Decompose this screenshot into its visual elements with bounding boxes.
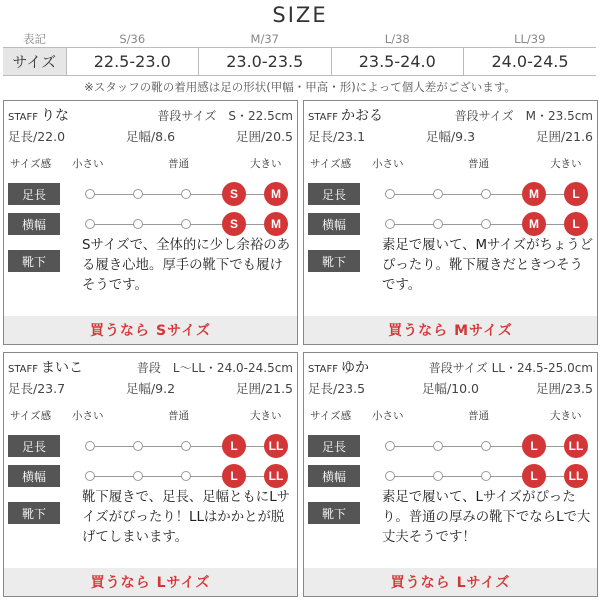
scale-small-label: 小さい (72, 410, 104, 422)
scale-big-label: 大きい (550, 158, 582, 170)
staff-card-2 (3, 352, 298, 597)
scale-dot (133, 219, 143, 229)
usual-size: 普段サイズ LL・24.5-25.0cm (428, 361, 593, 375)
size-range-cell: 24.0-24.5 (464, 48, 597, 76)
scale-dot (181, 471, 191, 481)
staff-name: りな (41, 108, 70, 124)
staff-tag: STAFF (308, 112, 339, 123)
size-mark: S (222, 182, 246, 206)
scale-dot (433, 471, 443, 481)
scale-dot (481, 471, 491, 481)
staff-comment: 素足で履いて、Lサイズがぴったり。普通の厚みの靴下でならLで大丈夫そうです！ (382, 490, 591, 545)
staff-header (8, 105, 293, 122)
verdict-bar (304, 568, 597, 596)
scale-dot (385, 441, 395, 451)
scale-small-label: 小さい (372, 158, 404, 170)
scale-normal-label: 普通 (168, 158, 189, 170)
staff-comment: 靴下履きで、足長、足幅ともにLサイズがぴったり！LLはかかとが脱げてしまいます。 (82, 490, 291, 545)
scale-header (4, 408, 297, 422)
foot-measurement: 足長/22.0 (8, 129, 66, 144)
scale-big-label: 大きい (250, 410, 282, 422)
size-range-cell: 23.0-23.5 (199, 48, 332, 76)
size-table-header-row (3, 31, 596, 48)
scale-dot (133, 441, 143, 451)
size-mark: L (522, 434, 546, 458)
size-mark: L (222, 434, 246, 458)
staff-name: まいこ (41, 360, 84, 376)
size-col-label: LL/39 (514, 32, 546, 46)
verdict-bar (4, 568, 297, 596)
scale-small-label: 小さい (72, 158, 104, 170)
verdict-bar (304, 316, 597, 344)
row-label-length: 足長 (308, 435, 360, 457)
staff-card-3 (303, 352, 598, 597)
scale-dot (385, 471, 395, 481)
size-mark: L (564, 182, 588, 206)
foot-measurement: 足長/23.5 (308, 381, 366, 396)
foot-measurements (8, 379, 293, 395)
staff-card-0 (3, 100, 298, 345)
row-label-length: 足長 (8, 435, 60, 457)
scale-header (304, 408, 597, 422)
size-row-label: サイズ (3, 48, 66, 76)
foot-measurement: 足囲/21.6 (535, 129, 593, 144)
size-table-value-row (3, 48, 596, 76)
size-table (3, 31, 596, 76)
verdict-size: Mサイズ (454, 323, 513, 339)
staff-header (8, 357, 293, 374)
usual-size: 普段 L〜LL・24.0-24.5cm (136, 361, 293, 375)
scale-dot (481, 219, 491, 229)
foot-measurement: 足囲/21.5 (235, 381, 293, 396)
scale-dot (181, 189, 191, 199)
scale-dot (433, 441, 443, 451)
scale-dot (181, 219, 191, 229)
scale-normal-label: 普通 (468, 410, 489, 422)
foot-measurements (308, 379, 593, 395)
foot-measurement: 足幅/10.0 (421, 381, 480, 396)
verdict-size: Lサイズ (456, 575, 511, 591)
verdict-size: Lサイズ (156, 575, 211, 591)
size-col-label: L/38 (384, 32, 410, 46)
foot-measurement: 足囲/20.5 (235, 129, 293, 144)
row-label-socks: 靴下 (308, 502, 360, 524)
verdict-prefix: 買うなら (388, 323, 449, 339)
scale-feel-label: サイズ感 (310, 158, 352, 170)
size-mark: LL (264, 434, 288, 458)
size-range-cell: 22.5-23.0 (66, 48, 199, 76)
staff-header (308, 105, 593, 122)
scale-dot (85, 471, 95, 481)
size-mark: L (564, 212, 588, 236)
scale-dot (133, 189, 143, 199)
foot-measurement: 足長/23.1 (308, 129, 366, 144)
size-mark: LL (264, 464, 288, 488)
scale-big-label: 大きい (550, 410, 582, 422)
size-mark: L (522, 464, 546, 488)
scale-dot (433, 219, 443, 229)
scale-dot (85, 441, 95, 451)
size-mark: LL (564, 464, 588, 488)
size-mark: L (222, 464, 246, 488)
usual-size: 普段サイズ M・23.5cm (454, 109, 593, 123)
staff-tag: STAFF (308, 364, 339, 375)
verdict-prefix: 買うなら (90, 323, 151, 339)
verdict-size: Sサイズ (156, 323, 211, 339)
scale-dot (385, 189, 395, 199)
verdict-bar (4, 316, 297, 344)
scale-big-label: 大きい (250, 158, 282, 170)
staff-name: かおる (341, 108, 384, 124)
scale-feel-label: サイズ感 (310, 410, 352, 422)
size-mark: M (522, 182, 546, 206)
staff-header (308, 357, 593, 374)
scale-dot (85, 189, 95, 199)
row-label-width: 横幅 (8, 213, 60, 235)
scale-header (304, 156, 597, 170)
verdict-prefix: 買うなら (390, 575, 451, 591)
scale-dot (481, 441, 491, 451)
size-header-label: 表記 (23, 32, 46, 46)
size-mark: M (522, 212, 546, 236)
verdict-prefix: 買うなら (90, 575, 151, 591)
staff-tag: STAFF (8, 364, 39, 375)
foot-measurements (308, 127, 593, 143)
scale-dot (481, 189, 491, 199)
scale-dot (181, 441, 191, 451)
size-col-label: M/37 (250, 32, 279, 46)
page-title: SIZE (272, 3, 328, 27)
row-label-socks: 靴下 (8, 502, 60, 524)
foot-measurement: 足長/23.7 (8, 381, 66, 396)
scale-normal-label: 普通 (468, 158, 489, 170)
foot-measurement: 足囲/23.5 (535, 381, 593, 396)
foot-measurements (8, 127, 293, 143)
scale-dot (133, 471, 143, 481)
staff-fit-note: ※スタッフの靴の着用感は足の形状(甲幅・甲高・形)によって個人差がございます。 (84, 80, 516, 94)
row-label-length: 足長 (308, 183, 360, 205)
size-col-label: S/36 (119, 32, 146, 46)
row-label-length: 足長 (8, 183, 60, 205)
scale-dot (385, 219, 395, 229)
foot-measurement: 足幅/9.2 (125, 381, 176, 396)
scale-dot (85, 219, 95, 229)
scale-dot (433, 189, 443, 199)
scale-feel-label: サイズ感 (10, 410, 52, 422)
staff-name: ゆか (341, 360, 370, 376)
row-label-width: 横幅 (8, 465, 60, 487)
scale-feel-label: サイズ感 (10, 158, 52, 170)
scale-normal-label: 普通 (168, 410, 189, 422)
staff-tag: STAFF (8, 112, 39, 123)
staff-comment: 素足で履いて、Mサイズがちょうどぴったり。靴下履きだときつそうです。 (382, 238, 594, 293)
size-mark: M (264, 182, 288, 206)
staff-comment: Sサイズで、全体的に少し余裕のある履き心地。厚手の靴下でも履けそうです。 (82, 238, 291, 293)
scale-header (4, 156, 297, 170)
row-label-socks: 靴下 (8, 250, 60, 272)
size-mark: M (264, 212, 288, 236)
usual-size: 普段サイズ S・22.5cm (157, 109, 293, 123)
row-label-width: 横幅 (308, 213, 360, 235)
foot-measurement: 足幅/9.3 (425, 129, 476, 144)
size-mark: LL (564, 434, 588, 458)
size-range-cell: 23.5-24.0 (331, 48, 464, 76)
row-label-width: 横幅 (308, 465, 360, 487)
size-mark: S (222, 212, 246, 236)
row-label-socks: 靴下 (308, 250, 360, 272)
scale-small-label: 小さい (372, 410, 404, 422)
foot-measurement: 足幅/8.6 (125, 129, 176, 144)
staff-card-1 (303, 100, 598, 345)
